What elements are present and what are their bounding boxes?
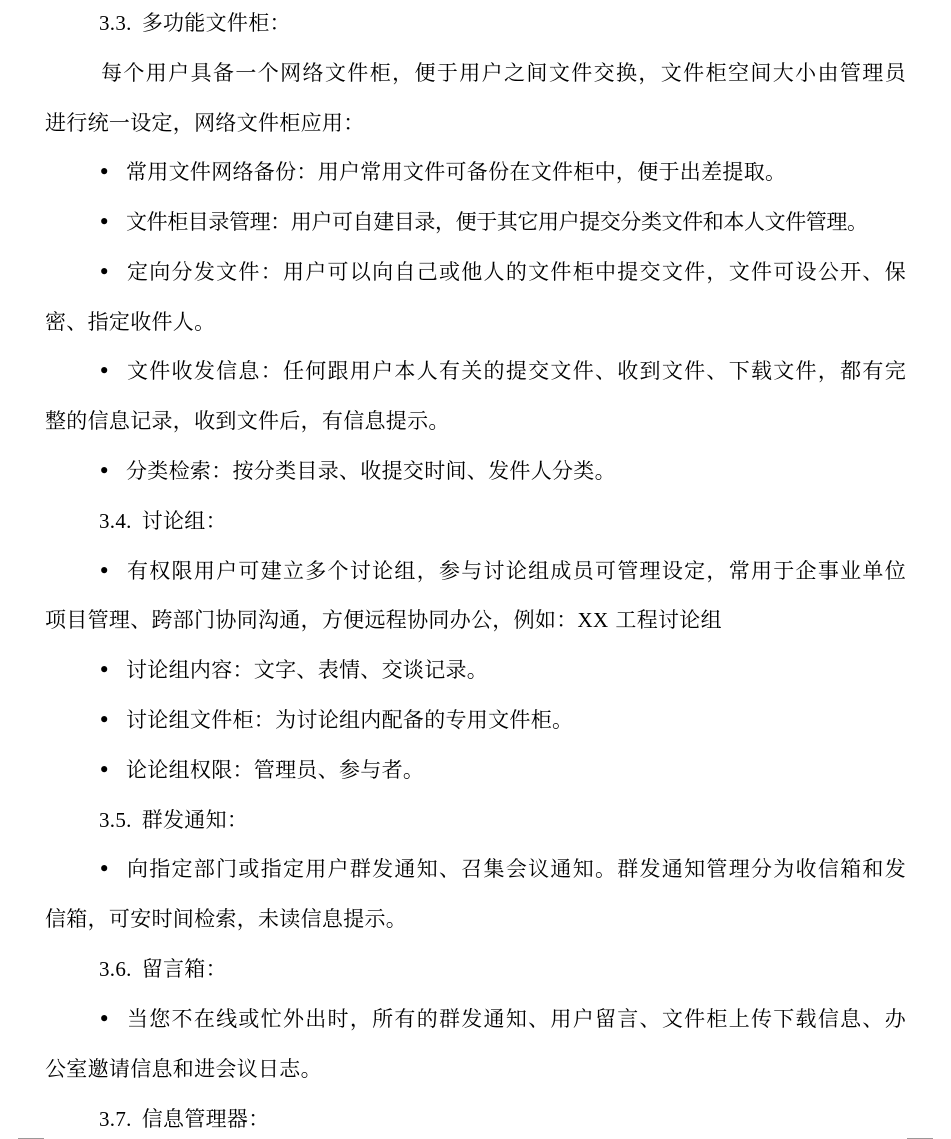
paragraph-line: 进行统一设定，网络文件柜应用： xyxy=(45,111,365,135)
section-heading-3-4 xyxy=(0,506,951,536)
bullet-icon: • xyxy=(98,658,111,682)
section-title: 群发通知： xyxy=(141,808,249,832)
list-item-text: 文件柜目录管理：用户可自建目录，便于其它用户提交分类文件和本人文件管理。 xyxy=(126,210,868,234)
list-item-text: 有权限用户可建立多个讨论组，参与讨论组成员可管理设定，常用于企事业单位 xyxy=(126,559,906,583)
section-heading-3-6 xyxy=(0,954,951,984)
list-item xyxy=(0,1004,951,1034)
bullet-icon: • xyxy=(98,160,111,184)
list-item-text: 工程讨论组 xyxy=(608,608,722,632)
list-item-text: 论论组权限：管理员、参与者。 xyxy=(126,758,425,782)
paragraph-line: 每个用户具备一个网络文件柜，便于用户之间文件交换，文件柜空间大小由管理员 xyxy=(101,61,906,85)
list-item-text: 当您不在线或忙外出时，所有的群发通知、用户留言、文件柜上传下载信息、办 xyxy=(126,1007,906,1031)
list-item xyxy=(0,207,951,237)
section-heading-3-7 xyxy=(0,1104,951,1134)
section-number: 3.5. xyxy=(99,808,132,832)
list-item xyxy=(0,854,951,884)
list-item-continuation: 公室邀请信息和进会议日志。 xyxy=(45,1057,322,1081)
section-title: 信息管理器： xyxy=(141,1107,270,1131)
list-item-text: 讨论组内容：文字、表情、交谈记录。 xyxy=(126,658,489,682)
list-item-text: 定向分发文件：用户可以向自己或他人的文件柜中提交文件，文件可设公开、保 xyxy=(126,260,906,284)
list-item-text: 文件收发信息：任何跟用户本人有关的提交文件、收到文件、下载文件，都有完 xyxy=(126,359,906,383)
bullet-icon: • xyxy=(98,210,111,234)
section-heading-3-3 xyxy=(0,8,951,38)
section-number: 3.4. xyxy=(99,509,132,533)
list-item-continuation: 密、指定收件人。 xyxy=(45,310,216,334)
section-title: 讨论组： xyxy=(141,509,227,533)
list-item-continuation xyxy=(0,605,951,635)
bullet-icon: • xyxy=(98,359,111,383)
list-item xyxy=(0,257,951,287)
bullet-icon: • xyxy=(98,1007,111,1031)
bullet-icon: • xyxy=(98,758,111,782)
list-item-text: 分类检索：按分类目录、收提交时间、发件人分类。 xyxy=(126,459,616,483)
list-item-text: 向指定部门或指定用户群发通知、召集会议通知。群发通知管理分为收信箱和发 xyxy=(126,857,906,881)
list-item-text: XX xyxy=(577,608,609,632)
list-item xyxy=(0,456,951,486)
bullet-icon: • xyxy=(98,459,111,483)
list-item xyxy=(0,655,951,685)
section-title: 留言箱： xyxy=(141,957,227,981)
bullet-icon: • xyxy=(98,857,111,881)
list-item-continuation: 信箱，可安时间检索，未读信息提示。 xyxy=(45,907,408,931)
list-item xyxy=(0,157,951,187)
section-number: 3.7. xyxy=(99,1107,132,1131)
list-item-continuation: 整的信息记录，收到文件后，有信息提示。 xyxy=(45,409,450,433)
list-item-text: 项目管理、跨部门协同沟通，方便远程协同办公，例如： xyxy=(45,608,578,632)
list-item xyxy=(0,356,951,386)
list-item xyxy=(0,755,951,785)
section-title: 多功能文件柜： xyxy=(141,11,291,35)
section-number: 3.6. xyxy=(99,957,132,981)
bullet-icon: • xyxy=(98,260,111,284)
section-heading-3-5 xyxy=(0,805,951,835)
bullet-icon: • xyxy=(98,708,111,732)
list-item-text: 讨论组文件柜：为讨论组内配备的专用文件柜。 xyxy=(126,708,574,732)
section-number: 3.3. xyxy=(99,11,132,35)
bullet-icon: • xyxy=(98,559,111,583)
list-item xyxy=(0,556,951,586)
list-item-text: 常用文件网络备份：用户常用文件可备份在文件柜中，便于出差提取。 xyxy=(126,160,787,184)
list-item xyxy=(0,705,951,735)
